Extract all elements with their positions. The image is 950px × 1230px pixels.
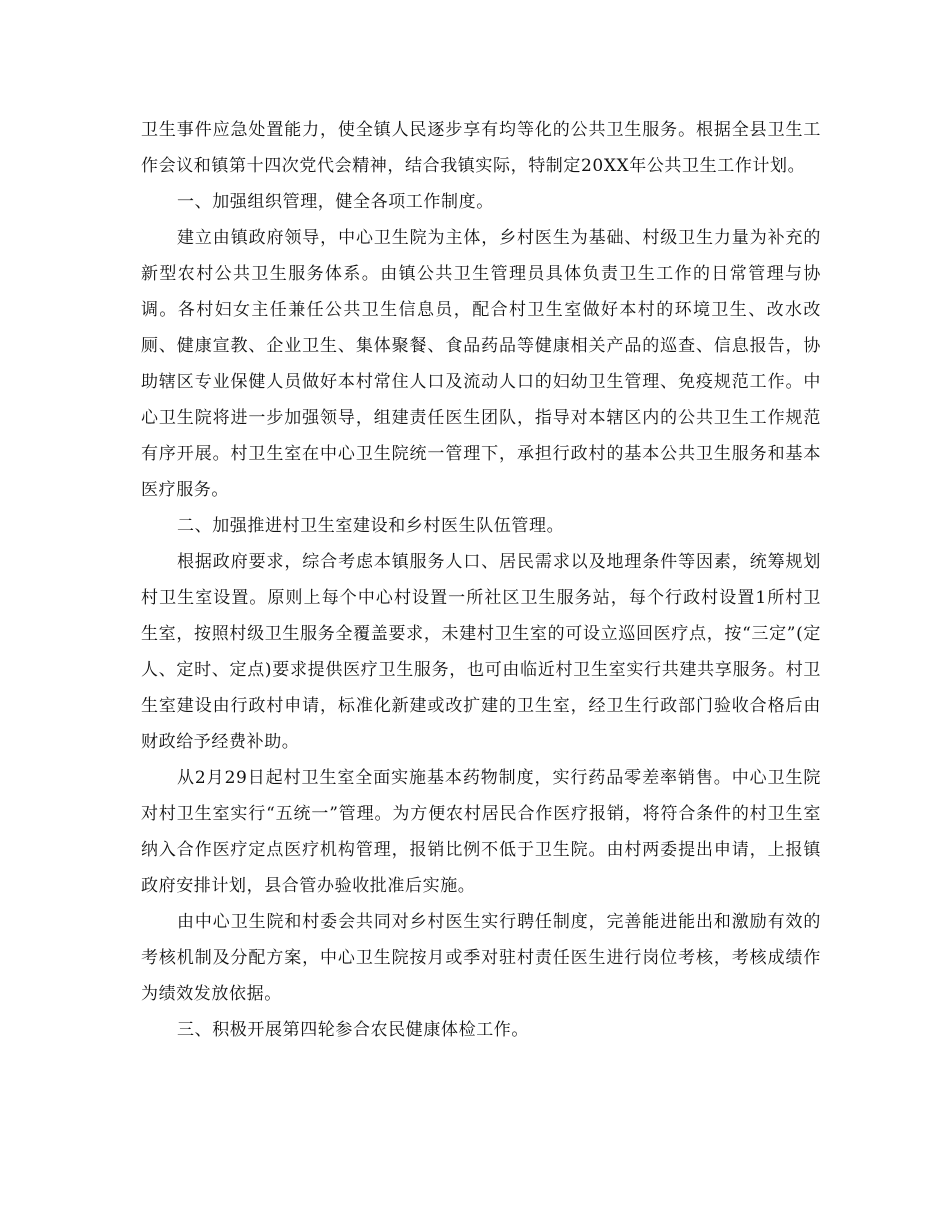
paragraph-clinic-planning: 根据政府要求，综合考虑本镇服务人口、居民需求以及地理条件等因素，统筹规划村卫生室设置。原则上每个中心村设置一所社区卫生服务站，每个行政村设置1所村卫生室，按照村级卫生服务全覆盖要求，未建村卫生室的可设立巡回医疗点，按“三定”(定人、定时、定点)要求提供医疗卫生服务，也可由临近村卫生室实行共建共享服务。村卫生室建设由行政村申请，标准化新建或改扩建的卫生室，经卫生行政部门验收合格后由财政给予经费补助。 <box>141 552 821 752</box>
section-heading-2: 二、加强推进村卫生室建设和乡村医生队伍管理。 <box>177 516 565 536</box>
paragraph-organization: 建立由镇政府领导，中心卫生院为主体，乡村医生为基础、村级卫生力量为补充的新型农村公共卫生服务体系。由镇公共卫生管理员具体负责卫生工作的日常管理与协调。各村妇女主任兼任公共卫生信息员，配合村卫生室做好本村的环境卫生、改水改厕、健康宣教、企业卫生、集体聚餐、食品药品等健康相关产品的巡查、信息报告，协助辖区专业保健人员做好本村常住人口及流动人口的妇幼卫生管理、免疫规范工作。中心卫生院将进一步加强领导，组建责任医生团队，指导对本辖区内的公共卫生工作规范有序开展。村卫生室在中心卫生院统一管理下，承担行政村的基本公共卫生服务和基本医疗服务。 <box>141 228 821 500</box>
paragraph-essential-drugs: 从2月29日起村卫生室全面实施基本药物制度，实行药品零差率销售。中心卫生院对村卫生室实行“五统一”管理。为方便农村居民合作医疗报销，将符合条件的村卫生室纳入合作医疗定点医疗机构管理，报销比例不低于卫生院。由村两委提出申请，上报镇政府安排计划，县合管办验收批准后实施。 <box>141 768 821 896</box>
paragraph-doctor-appointment: 由中心卫生院和村委会共同对乡村医生实行聘任制度，完善能进能出和激励有效的考核机制及分配方案，中心卫生院按月或季对驻村责任医生进行岗位考核，考核成绩作为绩效发放依据。 <box>141 912 821 1004</box>
section-heading-1: 一、加强组织管理，健全各项工作制度。 <box>177 192 494 212</box>
section-heading-3: 三、积极开展第四轮参合农民健康体检工作。 <box>177 1020 529 1040</box>
paragraph-intro-continuation: 卫生事件应急处置能力，使全镇人民逐步享有均等化的公共卫生服务。根据全县卫生工作会议和镇第十四次党代会精神，结合我镇实际，特制定20XX年公共卫生工作计划。 <box>141 120 821 176</box>
document-body <box>141 112 821 1048</box>
